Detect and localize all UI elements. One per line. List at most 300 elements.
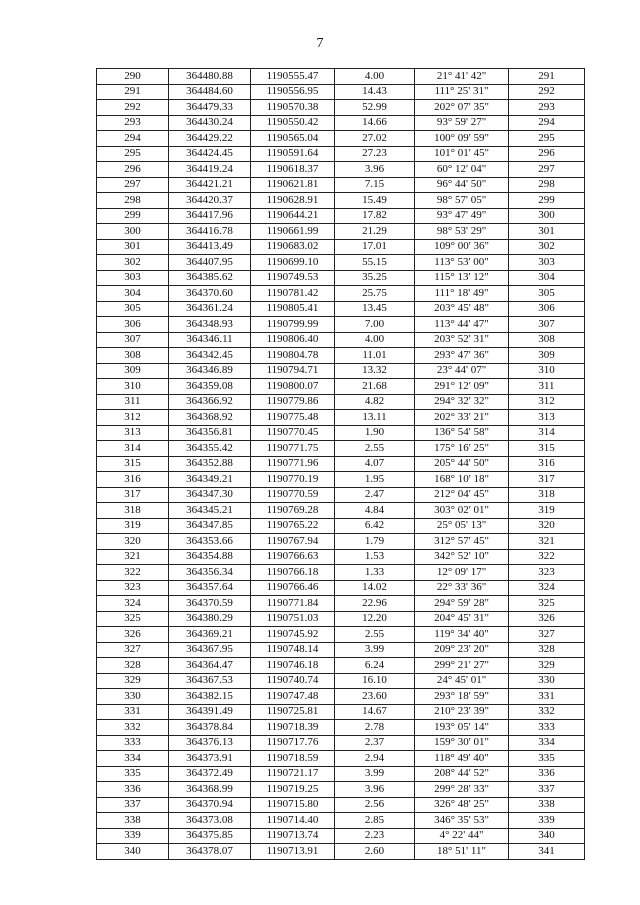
point-to-cell: 333 (509, 720, 585, 736)
point-to-cell: 316 (509, 456, 585, 472)
y-coordinate-cell: 1190745.92 (251, 627, 335, 643)
x-coordinate-cell: 364479.33 (169, 100, 251, 116)
table-row (97, 828, 585, 844)
direction-angle-cell: 312° 57' 45" (415, 534, 509, 550)
table-row (97, 580, 585, 596)
coordinates-table (96, 68, 585, 860)
point-to-cell: 328 (509, 642, 585, 658)
direction-angle-cell: 101° 01' 45" (415, 146, 509, 162)
length-cell: 11.01 (335, 348, 415, 364)
x-coordinate-cell: 364364.47 (169, 658, 251, 674)
table-row (97, 208, 585, 224)
point-to-cell: 314 (509, 425, 585, 441)
table-row (97, 642, 585, 658)
point-from-cell: 335 (97, 766, 169, 782)
point-to-cell: 327 (509, 627, 585, 643)
table-row (97, 441, 585, 457)
table-row (97, 193, 585, 209)
length-cell: 2.56 (335, 797, 415, 813)
point-to-cell: 330 (509, 673, 585, 689)
y-coordinate-cell: 1190770.59 (251, 487, 335, 503)
point-to-cell: 329 (509, 658, 585, 674)
direction-angle-cell: 100° 09' 59" (415, 131, 509, 147)
point-from-cell: 310 (97, 379, 169, 395)
y-coordinate-cell: 1190806.40 (251, 332, 335, 348)
direction-angle-cell: 23° 44' 07" (415, 363, 509, 379)
point-from-cell: 302 (97, 255, 169, 271)
direction-angle-cell: 18° 51' 11" (415, 844, 509, 860)
y-coordinate-cell: 1190766.63 (251, 549, 335, 565)
length-cell: 4.00 (335, 332, 415, 348)
y-coordinate-cell: 1190725.81 (251, 704, 335, 720)
table-row (97, 673, 585, 689)
length-cell: 1.95 (335, 472, 415, 488)
point-from-cell: 292 (97, 100, 169, 116)
length-cell: 2.85 (335, 813, 415, 829)
point-to-cell: 312 (509, 394, 585, 410)
point-to-cell: 323 (509, 565, 585, 581)
table-row (97, 751, 585, 767)
x-coordinate-cell: 364373.91 (169, 751, 251, 767)
y-coordinate-cell: 1190805.41 (251, 301, 335, 317)
y-coordinate-cell: 1190719.25 (251, 782, 335, 798)
x-coordinate-cell: 364352.88 (169, 456, 251, 472)
point-to-cell: 298 (509, 177, 585, 193)
y-coordinate-cell: 1190644.21 (251, 208, 335, 224)
x-coordinate-cell: 364391.49 (169, 704, 251, 720)
length-cell: 7.15 (335, 177, 415, 193)
length-cell: 1.53 (335, 549, 415, 565)
point-from-cell: 330 (97, 689, 169, 705)
length-cell: 1.79 (335, 534, 415, 550)
point-from-cell: 303 (97, 270, 169, 286)
x-coordinate-cell: 364413.49 (169, 239, 251, 255)
direction-angle-cell: 299° 21' 27" (415, 658, 509, 674)
point-to-cell: 293 (509, 100, 585, 116)
x-coordinate-cell: 364357.64 (169, 580, 251, 596)
x-coordinate-cell: 364370.60 (169, 286, 251, 302)
length-cell: 3.99 (335, 642, 415, 658)
length-cell: 25.75 (335, 286, 415, 302)
length-cell: 16.10 (335, 673, 415, 689)
y-coordinate-cell: 1190775.48 (251, 410, 335, 426)
direction-angle-cell: 136° 54' 58" (415, 425, 509, 441)
y-coordinate-cell: 1190628.91 (251, 193, 335, 209)
point-from-cell: 312 (97, 410, 169, 426)
x-coordinate-cell: 364375.85 (169, 828, 251, 844)
coordinates-table-body (97, 69, 585, 860)
x-coordinate-cell: 364376.13 (169, 735, 251, 751)
x-coordinate-cell: 364370.59 (169, 596, 251, 612)
point-to-cell: 311 (509, 379, 585, 395)
y-coordinate-cell: 1190565.04 (251, 131, 335, 147)
point-from-cell: 340 (97, 844, 169, 860)
x-coordinate-cell: 364347.30 (169, 487, 251, 503)
length-cell: 14.02 (335, 580, 415, 596)
x-coordinate-cell: 364407.95 (169, 255, 251, 271)
point-to-cell: 331 (509, 689, 585, 705)
y-coordinate-cell: 1190721.17 (251, 766, 335, 782)
length-cell: 27.23 (335, 146, 415, 162)
x-coordinate-cell: 364356.34 (169, 565, 251, 581)
point-from-cell: 321 (97, 549, 169, 565)
x-coordinate-cell: 364353.66 (169, 534, 251, 550)
length-cell: 2.60 (335, 844, 415, 860)
y-coordinate-cell: 1190740.74 (251, 673, 335, 689)
point-from-cell: 339 (97, 828, 169, 844)
point-from-cell: 328 (97, 658, 169, 674)
point-from-cell: 336 (97, 782, 169, 798)
point-from-cell: 305 (97, 301, 169, 317)
length-cell: 21.68 (335, 379, 415, 395)
point-from-cell: 293 (97, 115, 169, 131)
point-to-cell: 325 (509, 596, 585, 612)
point-to-cell: 320 (509, 518, 585, 534)
y-coordinate-cell: 1190804.78 (251, 348, 335, 364)
x-coordinate-cell: 364356.81 (169, 425, 251, 441)
y-coordinate-cell: 1190718.39 (251, 720, 335, 736)
point-from-cell: 326 (97, 627, 169, 643)
y-coordinate-cell: 1190770.19 (251, 472, 335, 488)
point-from-cell: 313 (97, 425, 169, 441)
table-row (97, 456, 585, 472)
point-to-cell: 322 (509, 549, 585, 565)
x-coordinate-cell: 364347.85 (169, 518, 251, 534)
direction-angle-cell: 12° 09' 17" (415, 565, 509, 581)
y-coordinate-cell: 1190771.75 (251, 441, 335, 457)
length-cell: 17.82 (335, 208, 415, 224)
y-coordinate-cell: 1190661.99 (251, 224, 335, 240)
point-from-cell: 308 (97, 348, 169, 364)
direction-angle-cell: 293° 18' 59" (415, 689, 509, 705)
point-to-cell: 321 (509, 534, 585, 550)
point-from-cell: 332 (97, 720, 169, 736)
point-from-cell: 319 (97, 518, 169, 534)
direction-angle-cell: 204° 45' 31" (415, 611, 509, 627)
table-row (97, 348, 585, 364)
direction-angle-cell: 203° 52' 31" (415, 332, 509, 348)
point-to-cell: 294 (509, 115, 585, 131)
x-coordinate-cell: 364372.49 (169, 766, 251, 782)
direction-angle-cell: 342° 52' 10" (415, 549, 509, 565)
length-cell: 2.78 (335, 720, 415, 736)
table-row (97, 503, 585, 519)
y-coordinate-cell: 1190800.07 (251, 379, 335, 395)
table-row (97, 472, 585, 488)
direction-angle-cell: 98° 57' 05" (415, 193, 509, 209)
direction-angle-cell: 25° 05' 13" (415, 518, 509, 534)
length-cell: 14.67 (335, 704, 415, 720)
point-to-cell: 295 (509, 131, 585, 147)
direction-angle-cell: 113° 44' 47" (415, 317, 509, 333)
point-from-cell: 304 (97, 286, 169, 302)
x-coordinate-cell: 364378.07 (169, 844, 251, 860)
table-row (97, 704, 585, 720)
table-row (97, 301, 585, 317)
length-cell: 2.55 (335, 627, 415, 643)
length-cell: 4.82 (335, 394, 415, 410)
x-coordinate-cell: 364368.99 (169, 782, 251, 798)
length-cell: 2.47 (335, 487, 415, 503)
y-coordinate-cell: 1190717.76 (251, 735, 335, 751)
y-coordinate-cell: 1190715.80 (251, 797, 335, 813)
point-from-cell: 322 (97, 565, 169, 581)
direction-angle-cell: 93° 47' 49" (415, 208, 509, 224)
x-coordinate-cell: 364370.94 (169, 797, 251, 813)
x-coordinate-cell: 364366.92 (169, 394, 251, 410)
table-row (97, 689, 585, 705)
x-coordinate-cell: 364342.45 (169, 348, 251, 364)
y-coordinate-cell: 1190714.40 (251, 813, 335, 829)
length-cell: 3.99 (335, 766, 415, 782)
point-to-cell: 341 (509, 844, 585, 860)
point-to-cell: 308 (509, 332, 585, 348)
x-coordinate-cell: 364368.92 (169, 410, 251, 426)
length-cell: 4.07 (335, 456, 415, 472)
table-row (97, 766, 585, 782)
x-coordinate-cell: 364367.53 (169, 673, 251, 689)
direction-angle-cell: 119° 34' 40" (415, 627, 509, 643)
point-to-cell: 310 (509, 363, 585, 379)
table-row (97, 224, 585, 240)
point-from-cell: 311 (97, 394, 169, 410)
point-to-cell: 336 (509, 766, 585, 782)
direction-angle-cell: 294° 32' 32" (415, 394, 509, 410)
x-coordinate-cell: 364349.21 (169, 472, 251, 488)
point-to-cell: 319 (509, 503, 585, 519)
length-cell: 13.11 (335, 410, 415, 426)
y-coordinate-cell: 1190767.94 (251, 534, 335, 550)
length-cell: 13.45 (335, 301, 415, 317)
point-to-cell: 302 (509, 239, 585, 255)
point-from-cell: 306 (97, 317, 169, 333)
point-to-cell: 332 (509, 704, 585, 720)
table-row (97, 611, 585, 627)
point-to-cell: 315 (509, 441, 585, 457)
x-coordinate-cell: 364419.24 (169, 162, 251, 178)
x-coordinate-cell: 364354.88 (169, 549, 251, 565)
y-coordinate-cell: 1190766.18 (251, 565, 335, 581)
length-cell: 12.20 (335, 611, 415, 627)
direction-angle-cell: 4° 22' 44" (415, 828, 509, 844)
y-coordinate-cell: 1190765.22 (251, 518, 335, 534)
x-coordinate-cell: 364484.60 (169, 84, 251, 100)
point-to-cell: 326 (509, 611, 585, 627)
point-to-cell: 324 (509, 580, 585, 596)
direction-angle-cell: 203° 45' 48" (415, 301, 509, 317)
table-row (97, 735, 585, 751)
point-from-cell: 316 (97, 472, 169, 488)
table-row (97, 596, 585, 612)
x-coordinate-cell: 364382.15 (169, 689, 251, 705)
point-from-cell: 324 (97, 596, 169, 612)
table-row (97, 658, 585, 674)
table-row (97, 69, 585, 85)
direction-angle-cell: 202° 07' 35" (415, 100, 509, 116)
point-to-cell: 306 (509, 301, 585, 317)
x-coordinate-cell: 364359.08 (169, 379, 251, 395)
table-row (97, 410, 585, 426)
direction-angle-cell: 326° 48' 25" (415, 797, 509, 813)
y-coordinate-cell: 1190550.42 (251, 115, 335, 131)
length-cell: 17.01 (335, 239, 415, 255)
point-to-cell: 309 (509, 348, 585, 364)
point-from-cell: 333 (97, 735, 169, 751)
point-to-cell: 292 (509, 84, 585, 100)
length-cell: 1.33 (335, 565, 415, 581)
length-cell: 14.43 (335, 84, 415, 100)
table-row (97, 239, 585, 255)
table-row (97, 100, 585, 116)
point-from-cell: 329 (97, 673, 169, 689)
table-row (97, 720, 585, 736)
y-coordinate-cell: 1190749.53 (251, 270, 335, 286)
point-from-cell: 318 (97, 503, 169, 519)
point-from-cell: 337 (97, 797, 169, 813)
point-to-cell: 291 (509, 69, 585, 85)
point-from-cell: 295 (97, 146, 169, 162)
x-coordinate-cell: 364430.24 (169, 115, 251, 131)
direction-angle-cell: 96° 44' 50" (415, 177, 509, 193)
y-coordinate-cell: 1190769.28 (251, 503, 335, 519)
y-coordinate-cell: 1190555.47 (251, 69, 335, 85)
point-to-cell: 337 (509, 782, 585, 798)
table-row (97, 162, 585, 178)
point-from-cell: 323 (97, 580, 169, 596)
direction-angle-cell: 60° 12' 04" (415, 162, 509, 178)
length-cell: 3.96 (335, 162, 415, 178)
x-coordinate-cell: 364345.21 (169, 503, 251, 519)
table-row (97, 797, 585, 813)
direction-angle-cell: 21° 41' 42" (415, 69, 509, 85)
point-from-cell: 299 (97, 208, 169, 224)
y-coordinate-cell: 1190799.99 (251, 317, 335, 333)
table-row (97, 813, 585, 829)
x-coordinate-cell: 364361.24 (169, 301, 251, 317)
x-coordinate-cell: 364348.93 (169, 317, 251, 333)
point-from-cell: 307 (97, 332, 169, 348)
table-row (97, 627, 585, 643)
table-row (97, 565, 585, 581)
point-to-cell: 318 (509, 487, 585, 503)
x-coordinate-cell: 364420.37 (169, 193, 251, 209)
y-coordinate-cell: 1190746.18 (251, 658, 335, 674)
y-coordinate-cell: 1190781.42 (251, 286, 335, 302)
x-coordinate-cell: 364385.62 (169, 270, 251, 286)
point-from-cell: 320 (97, 534, 169, 550)
length-cell: 7.00 (335, 317, 415, 333)
direction-angle-cell: 115° 13' 12" (415, 270, 509, 286)
y-coordinate-cell: 1190713.74 (251, 828, 335, 844)
x-coordinate-cell: 364373.08 (169, 813, 251, 829)
direction-angle-cell: 111° 25' 31" (415, 84, 509, 100)
y-coordinate-cell: 1190770.45 (251, 425, 335, 441)
table-row (97, 425, 585, 441)
direction-angle-cell: 208° 44' 52" (415, 766, 509, 782)
point-from-cell: 309 (97, 363, 169, 379)
direction-angle-cell: 98° 53' 29" (415, 224, 509, 240)
point-from-cell: 327 (97, 642, 169, 658)
direction-angle-cell: 299° 28' 33" (415, 782, 509, 798)
table-row (97, 146, 585, 162)
point-to-cell: 296 (509, 146, 585, 162)
point-from-cell: 325 (97, 611, 169, 627)
table-row (97, 131, 585, 147)
length-cell: 6.24 (335, 658, 415, 674)
length-cell: 13.32 (335, 363, 415, 379)
point-to-cell: 305 (509, 286, 585, 302)
direction-angle-cell: 346° 35' 53" (415, 813, 509, 829)
length-cell: 21.29 (335, 224, 415, 240)
point-from-cell: 290 (97, 69, 169, 85)
length-cell: 2.23 (335, 828, 415, 844)
y-coordinate-cell: 1190591.64 (251, 146, 335, 162)
point-to-cell: 338 (509, 797, 585, 813)
y-coordinate-cell: 1190683.02 (251, 239, 335, 255)
y-coordinate-cell: 1190779.86 (251, 394, 335, 410)
point-from-cell: 298 (97, 193, 169, 209)
direction-angle-cell: 22° 33' 36" (415, 580, 509, 596)
y-coordinate-cell: 1190771.96 (251, 456, 335, 472)
length-cell: 2.55 (335, 441, 415, 457)
point-to-cell: 313 (509, 410, 585, 426)
table-row (97, 363, 585, 379)
table-row (97, 487, 585, 503)
table-row (97, 379, 585, 395)
x-coordinate-cell: 364480.88 (169, 69, 251, 85)
table-row (97, 549, 585, 565)
point-from-cell: 315 (97, 456, 169, 472)
x-coordinate-cell: 364355.42 (169, 441, 251, 457)
direction-angle-cell: 111° 18' 49" (415, 286, 509, 302)
y-coordinate-cell: 1190766.46 (251, 580, 335, 596)
table-row (97, 518, 585, 534)
point-from-cell: 334 (97, 751, 169, 767)
y-coordinate-cell: 1190556.95 (251, 84, 335, 100)
y-coordinate-cell: 1190771.84 (251, 596, 335, 612)
point-to-cell: 339 (509, 813, 585, 829)
length-cell: 2.37 (335, 735, 415, 751)
length-cell: 2.94 (335, 751, 415, 767)
table-row (97, 270, 585, 286)
point-to-cell: 301 (509, 224, 585, 240)
page-number: 7 (316, 36, 324, 51)
point-from-cell: 301 (97, 239, 169, 255)
point-to-cell: 307 (509, 317, 585, 333)
x-coordinate-cell: 364369.21 (169, 627, 251, 643)
direction-angle-cell: 303° 02' 01" (415, 503, 509, 519)
y-coordinate-cell: 1190570.38 (251, 100, 335, 116)
point-to-cell: 303 (509, 255, 585, 271)
point-to-cell: 334 (509, 735, 585, 751)
y-coordinate-cell: 1190621.81 (251, 177, 335, 193)
y-coordinate-cell: 1190794.71 (251, 363, 335, 379)
x-coordinate-cell: 364421.21 (169, 177, 251, 193)
direction-angle-cell: 93° 59' 27" (415, 115, 509, 131)
x-coordinate-cell: 364424.45 (169, 146, 251, 162)
direction-angle-cell: 113° 53' 00" (415, 255, 509, 271)
direction-angle-cell: 168° 10' 18" (415, 472, 509, 488)
direction-angle-cell: 118° 49' 40" (415, 751, 509, 767)
x-coordinate-cell: 364346.89 (169, 363, 251, 379)
point-from-cell: 296 (97, 162, 169, 178)
x-coordinate-cell: 364429.22 (169, 131, 251, 147)
direction-angle-cell: 293° 47' 36" (415, 348, 509, 364)
length-cell: 35.25 (335, 270, 415, 286)
x-coordinate-cell: 364367.95 (169, 642, 251, 658)
table-row (97, 286, 585, 302)
table-row (97, 394, 585, 410)
